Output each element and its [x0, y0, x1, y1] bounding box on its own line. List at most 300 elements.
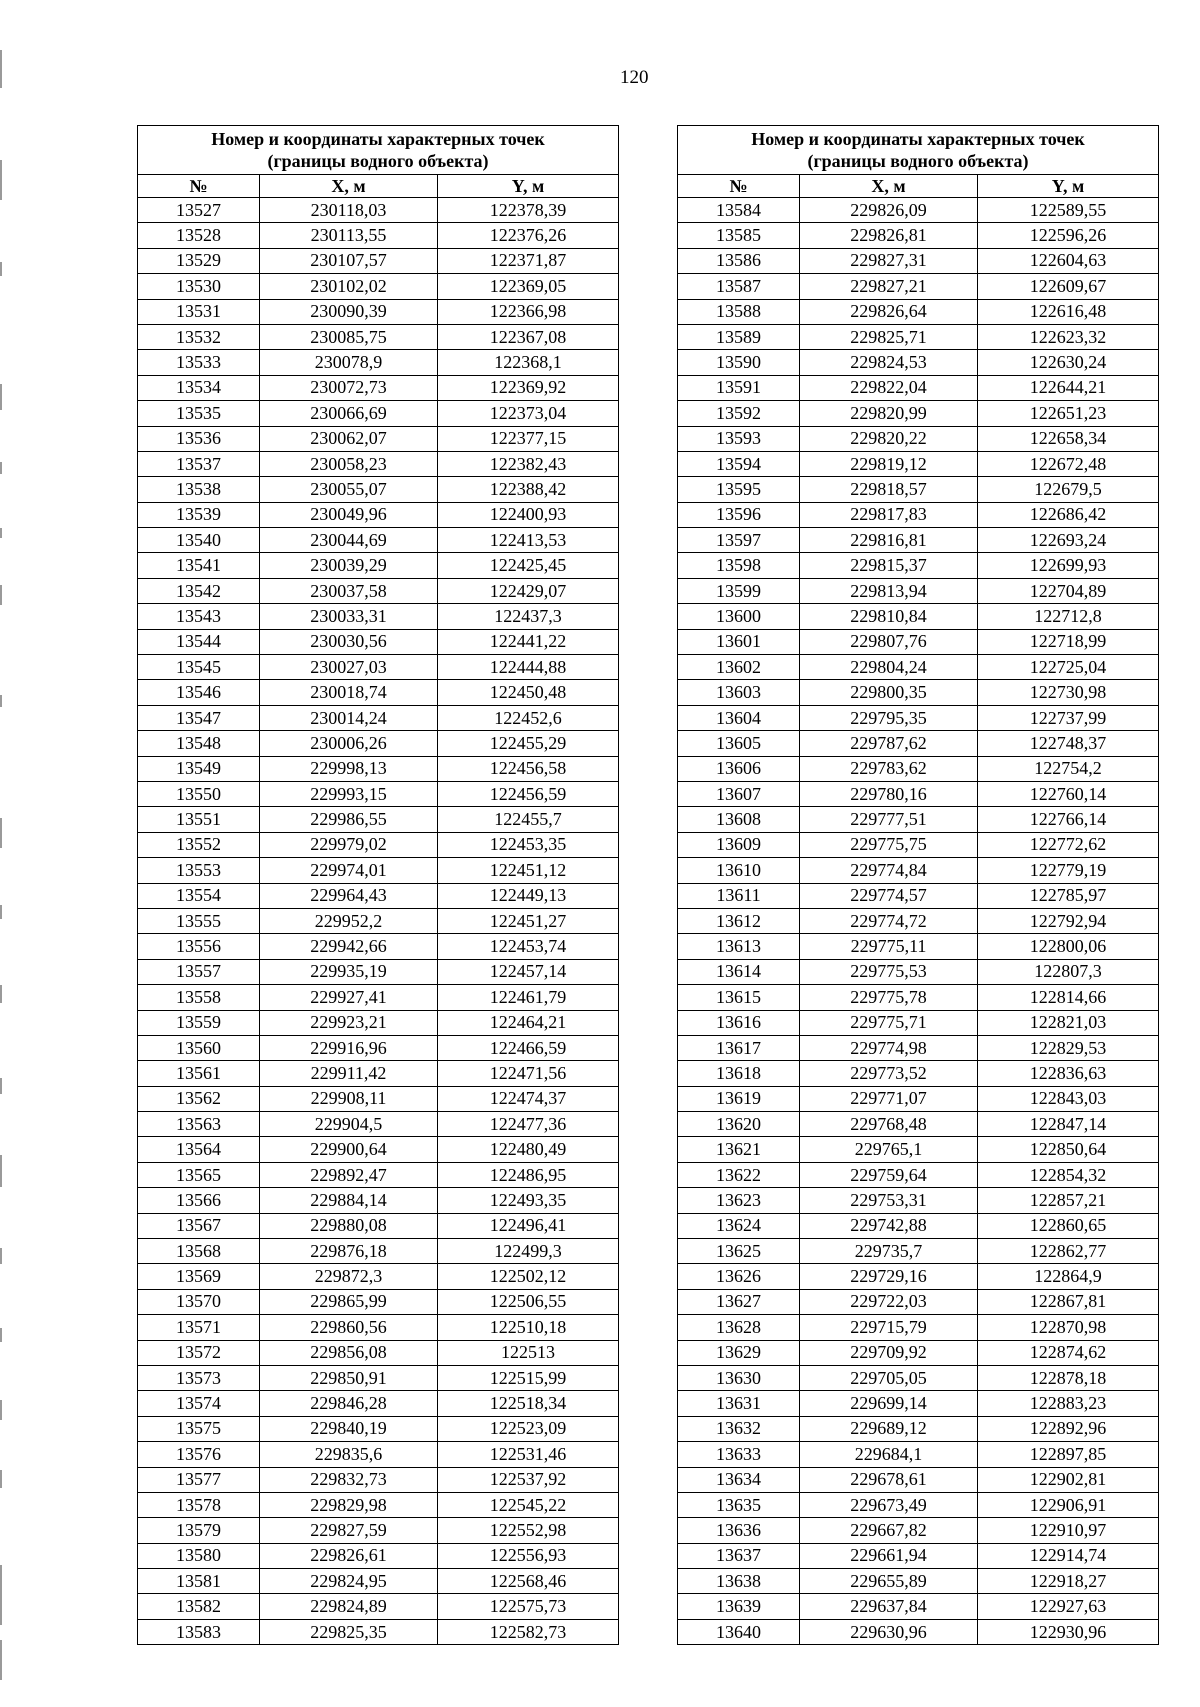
point-number-cell: 13637	[678, 1543, 800, 1568]
point-number-cell: 13578	[138, 1492, 260, 1517]
point-number-cell: 13628	[678, 1315, 800, 1340]
y-coordinate-cell: 122672,48	[978, 451, 1159, 476]
table-row	[138, 1162, 619, 1187]
table-row	[138, 1264, 619, 1289]
point-number-cell: 13566	[138, 1188, 260, 1213]
y-coordinate-cell: 122474,37	[438, 1086, 619, 1111]
table-row	[678, 1162, 1159, 1187]
y-coordinate-cell: 122499,3	[438, 1239, 619, 1264]
point-number-cell: 13570	[138, 1289, 260, 1314]
table-row	[138, 1010, 619, 1035]
point-number-cell: 13591	[678, 375, 800, 400]
table-row	[678, 858, 1159, 883]
table-row	[678, 426, 1159, 451]
table-row	[138, 959, 619, 984]
x-coordinate-cell: 229860,56	[260, 1315, 438, 1340]
y-coordinate-cell: 122704,89	[978, 578, 1159, 603]
x-coordinate-cell: 229815,37	[800, 553, 978, 578]
y-coordinate-cell: 122847,14	[978, 1112, 1159, 1137]
point-number-cell: 13571	[138, 1315, 260, 1340]
table-row	[678, 1492, 1159, 1517]
point-number-cell: 13542	[138, 578, 260, 603]
x-coordinate-cell: 230102,02	[260, 274, 438, 299]
table-row	[678, 1213, 1159, 1238]
y-coordinate-cell: 122506,55	[438, 1289, 619, 1314]
x-coordinate-cell: 229742,88	[800, 1213, 978, 1238]
point-number-cell: 13576	[138, 1442, 260, 1467]
x-coordinate-cell: 229846,28	[260, 1391, 438, 1416]
point-number-cell: 13616	[678, 1010, 800, 1035]
point-number-cell: 13634	[678, 1467, 800, 1492]
table-row	[138, 274, 619, 299]
point-number-cell: 13611	[678, 883, 800, 908]
x-coordinate-cell: 229908,11	[260, 1086, 438, 1111]
x-coordinate-cell: 229979,02	[260, 832, 438, 857]
y-coordinate-cell: 122537,92	[438, 1467, 619, 1492]
y-coordinate-cell: 122883,23	[978, 1391, 1159, 1416]
y-coordinate-cell: 122455,7	[438, 807, 619, 832]
point-number-cell: 13583	[138, 1619, 260, 1644]
x-coordinate-cell: 229800,35	[800, 680, 978, 705]
point-number-cell: 13560	[138, 1035, 260, 1060]
point-number-cell: 13612	[678, 908, 800, 933]
caption-line-1: Номер и координаты характерных точек	[751, 129, 1085, 149]
x-coordinate-cell: 229689,12	[800, 1416, 978, 1441]
point-number-cell: 13631	[678, 1391, 800, 1416]
point-number-cell: 13528	[138, 223, 260, 248]
table-row	[678, 832, 1159, 857]
table-row	[678, 1467, 1159, 1492]
point-number-cell: 13585	[678, 223, 800, 248]
table-row	[138, 934, 619, 959]
x-coordinate-cell: 229735,7	[800, 1239, 978, 1264]
y-coordinate-cell: 122686,42	[978, 502, 1159, 527]
coordinates-table-left	[137, 125, 619, 1645]
point-number-cell: 13563	[138, 1112, 260, 1137]
point-number-cell: 13550	[138, 781, 260, 806]
x-coordinate-cell: 229825,35	[260, 1619, 438, 1644]
x-coordinate-cell: 229787,62	[800, 731, 978, 756]
x-coordinate-cell: 229768,48	[800, 1112, 978, 1137]
table-row	[138, 1467, 619, 1492]
table-row	[138, 1061, 619, 1086]
y-coordinate-cell: 122388,42	[438, 477, 619, 502]
x-coordinate-cell: 230078,9	[260, 350, 438, 375]
table-row	[678, 1289, 1159, 1314]
x-coordinate-cell: 229835,6	[260, 1442, 438, 1467]
table-row	[138, 1188, 619, 1213]
point-number-cell: 13562	[138, 1086, 260, 1111]
y-coordinate-cell: 122623,32	[978, 324, 1159, 349]
point-number-cell: 13622	[678, 1162, 800, 1187]
point-number-cell: 13618	[678, 1061, 800, 1086]
point-number-cell: 13559	[138, 1010, 260, 1035]
x-coordinate-cell: 229829,98	[260, 1492, 438, 1517]
table-row	[138, 731, 619, 756]
table-row	[138, 223, 619, 248]
x-coordinate-cell: 230014,24	[260, 705, 438, 730]
coordinates-table-right	[677, 125, 1159, 1645]
column-header-x: X, м	[800, 175, 978, 198]
x-coordinate-cell: 230066,69	[260, 401, 438, 426]
table-row	[138, 1619, 619, 1644]
x-coordinate-cell: 229942,66	[260, 934, 438, 959]
x-coordinate-cell: 229715,79	[800, 1315, 978, 1340]
x-coordinate-cell: 229817,83	[800, 502, 978, 527]
point-number-cell: 13540	[138, 528, 260, 553]
point-number-cell: 13630	[678, 1365, 800, 1390]
point-number-cell: 13557	[138, 959, 260, 984]
x-coordinate-cell: 229813,94	[800, 578, 978, 603]
x-coordinate-cell: 229993,15	[260, 781, 438, 806]
table-row	[138, 705, 619, 730]
point-number-cell: 13536	[138, 426, 260, 451]
table-row	[678, 324, 1159, 349]
y-coordinate-cell: 122457,14	[438, 959, 619, 984]
point-number-cell: 13572	[138, 1340, 260, 1365]
x-coordinate-cell: 230044,69	[260, 528, 438, 553]
point-number-cell: 13604	[678, 705, 800, 730]
table-row	[678, 1239, 1159, 1264]
x-coordinate-cell: 230006,26	[260, 731, 438, 756]
point-number-cell: 13529	[138, 248, 260, 273]
point-number-cell: 13539	[138, 502, 260, 527]
point-number-cell: 13626	[678, 1264, 800, 1289]
table-row	[678, 629, 1159, 654]
x-coordinate-cell: 229630,96	[800, 1619, 978, 1644]
x-coordinate-cell: 230039,29	[260, 553, 438, 578]
table-row	[138, 477, 619, 502]
table-row	[678, 756, 1159, 781]
table-row	[138, 1416, 619, 1441]
point-number-cell: 13575	[138, 1416, 260, 1441]
y-coordinate-cell: 122413,53	[438, 528, 619, 553]
table-row	[678, 908, 1159, 933]
y-coordinate-cell: 122906,91	[978, 1492, 1159, 1517]
table-row	[678, 1391, 1159, 1416]
table-row	[138, 604, 619, 629]
x-coordinate-cell: 229884,14	[260, 1188, 438, 1213]
y-coordinate-cell: 122502,12	[438, 1264, 619, 1289]
y-coordinate-cell: 122927,63	[978, 1594, 1159, 1619]
point-number-cell: 13535	[138, 401, 260, 426]
point-number-cell: 13544	[138, 629, 260, 654]
table-row	[678, 198, 1159, 223]
point-number-cell: 13633	[678, 1442, 800, 1467]
x-coordinate-cell: 229824,53	[800, 350, 978, 375]
x-coordinate-cell: 229774,84	[800, 858, 978, 883]
table-row	[138, 1086, 619, 1111]
y-coordinate-cell: 122455,29	[438, 731, 619, 756]
y-coordinate-cell: 122730,98	[978, 680, 1159, 705]
point-number-cell: 13534	[138, 375, 260, 400]
x-coordinate-cell: 229916,96	[260, 1035, 438, 1060]
y-coordinate-cell: 122867,81	[978, 1289, 1159, 1314]
y-coordinate-cell: 122556,93	[438, 1543, 619, 1568]
x-coordinate-cell: 230113,55	[260, 223, 438, 248]
x-coordinate-cell: 229774,72	[800, 908, 978, 933]
table-row	[138, 1543, 619, 1568]
point-number-cell: 13636	[678, 1518, 800, 1543]
point-number-cell: 13629	[678, 1340, 800, 1365]
table-row	[678, 350, 1159, 375]
x-coordinate-cell: 229986,55	[260, 807, 438, 832]
x-coordinate-cell: 229911,42	[260, 1061, 438, 1086]
y-coordinate-cell: 122456,59	[438, 781, 619, 806]
x-coordinate-cell: 230055,07	[260, 477, 438, 502]
table-row	[678, 705, 1159, 730]
y-coordinate-cell: 122902,81	[978, 1467, 1159, 1492]
scan-edge-marks	[0, 0, 60, 1707]
point-number-cell: 13555	[138, 908, 260, 933]
y-coordinate-cell: 122779,19	[978, 858, 1159, 883]
point-number-cell: 13564	[138, 1137, 260, 1162]
table-row	[138, 807, 619, 832]
point-number-cell: 13613	[678, 934, 800, 959]
point-number-cell: 13592	[678, 401, 800, 426]
y-coordinate-cell: 122425,45	[438, 553, 619, 578]
x-coordinate-cell: 230030,56	[260, 629, 438, 654]
x-coordinate-cell: 229840,19	[260, 1416, 438, 1441]
table-row	[138, 1035, 619, 1060]
y-coordinate-cell: 122400,93	[438, 502, 619, 527]
point-number-cell: 13588	[678, 299, 800, 324]
point-number-cell: 13589	[678, 324, 800, 349]
table-row	[678, 248, 1159, 273]
y-coordinate-cell: 122466,59	[438, 1035, 619, 1060]
table-row	[138, 553, 619, 578]
y-coordinate-cell: 122718,99	[978, 629, 1159, 654]
y-coordinate-cell: 122545,22	[438, 1492, 619, 1517]
table-row	[678, 1340, 1159, 1365]
y-coordinate-cell: 122772,62	[978, 832, 1159, 857]
point-number-cell: 13558	[138, 985, 260, 1010]
y-coordinate-cell: 122821,03	[978, 1010, 1159, 1035]
y-coordinate-cell: 122444,88	[438, 655, 619, 680]
x-coordinate-cell: 229759,64	[800, 1162, 978, 1187]
table-row	[138, 1442, 619, 1467]
y-coordinate-cell: 122510,18	[438, 1315, 619, 1340]
x-coordinate-cell: 230085,75	[260, 324, 438, 349]
x-coordinate-cell: 229667,82	[800, 1518, 978, 1543]
x-coordinate-cell: 229827,21	[800, 274, 978, 299]
x-coordinate-cell: 230118,03	[260, 198, 438, 223]
x-coordinate-cell: 229637,84	[800, 1594, 978, 1619]
table-row	[678, 477, 1159, 502]
table-row	[138, 451, 619, 476]
y-coordinate-cell: 122552,98	[438, 1518, 619, 1543]
y-coordinate-cell: 122368,1	[438, 350, 619, 375]
y-coordinate-cell: 122609,67	[978, 274, 1159, 299]
x-coordinate-cell: 229824,95	[260, 1569, 438, 1594]
table-row	[678, 934, 1159, 959]
x-coordinate-cell: 229964,43	[260, 883, 438, 908]
y-coordinate-cell: 122860,65	[978, 1213, 1159, 1238]
point-number-cell: 13601	[678, 629, 800, 654]
table-row	[678, 1188, 1159, 1213]
x-coordinate-cell: 230033,31	[260, 604, 438, 629]
point-number-cell: 13599	[678, 578, 800, 603]
table-row	[678, 731, 1159, 756]
table-row	[678, 1442, 1159, 1467]
point-number-cell: 13579	[138, 1518, 260, 1543]
y-coordinate-cell: 122737,99	[978, 705, 1159, 730]
table-row	[138, 832, 619, 857]
point-number-cell: 13614	[678, 959, 800, 984]
x-coordinate-cell: 230062,07	[260, 426, 438, 451]
table-row	[138, 1569, 619, 1594]
point-number-cell: 13561	[138, 1061, 260, 1086]
y-coordinate-cell: 122897,85	[978, 1442, 1159, 1467]
table-row	[138, 528, 619, 553]
point-number-cell: 13546	[138, 680, 260, 705]
x-coordinate-cell: 229824,89	[260, 1594, 438, 1619]
y-coordinate-cell: 122930,96	[978, 1619, 1159, 1644]
point-number-cell: 13595	[678, 477, 800, 502]
point-number-cell: 13537	[138, 451, 260, 476]
y-coordinate-cell: 122450,48	[438, 680, 619, 705]
y-coordinate-cell: 122874,62	[978, 1340, 1159, 1365]
y-coordinate-cell: 122792,94	[978, 908, 1159, 933]
y-coordinate-cell: 122451,27	[438, 908, 619, 933]
point-number-cell: 13581	[138, 1569, 260, 1594]
table-row	[678, 528, 1159, 553]
point-number-cell: 13587	[678, 274, 800, 299]
y-coordinate-cell: 122604,63	[978, 248, 1159, 273]
point-number-cell: 13598	[678, 553, 800, 578]
y-coordinate-cell: 122857,21	[978, 1188, 1159, 1213]
y-coordinate-cell: 122568,46	[438, 1569, 619, 1594]
table-caption	[678, 126, 1159, 175]
point-number-cell: 13545	[138, 655, 260, 680]
y-coordinate-cell: 122369,92	[438, 375, 619, 400]
y-coordinate-cell: 122575,73	[438, 1594, 619, 1619]
x-coordinate-cell: 229729,16	[800, 1264, 978, 1289]
y-coordinate-cell: 122461,79	[438, 985, 619, 1010]
table-row	[138, 375, 619, 400]
x-coordinate-cell: 230037,58	[260, 578, 438, 603]
point-number-cell: 13639	[678, 1594, 800, 1619]
y-coordinate-cell: 122376,26	[438, 223, 619, 248]
table-row	[678, 1619, 1159, 1644]
table-row	[678, 1569, 1159, 1594]
table-row	[678, 223, 1159, 248]
point-number-cell: 13607	[678, 781, 800, 806]
x-coordinate-cell: 229775,11	[800, 934, 978, 959]
column-header-y: Y, м	[978, 175, 1159, 198]
table-row	[138, 1594, 619, 1619]
point-number-cell: 13627	[678, 1289, 800, 1314]
table-row	[138, 1315, 619, 1340]
table-row	[678, 553, 1159, 578]
column-header-x: X, м	[260, 175, 438, 198]
y-coordinate-cell: 122748,37	[978, 731, 1159, 756]
y-coordinate-cell: 122453,35	[438, 832, 619, 857]
x-coordinate-cell: 229952,2	[260, 908, 438, 933]
y-coordinate-cell: 122367,08	[438, 324, 619, 349]
y-coordinate-cell: 122836,63	[978, 1061, 1159, 1086]
table-row	[138, 908, 619, 933]
x-coordinate-cell: 229684,1	[800, 1442, 978, 1467]
table-row	[678, 451, 1159, 476]
y-coordinate-cell: 122464,21	[438, 1010, 619, 1035]
x-coordinate-cell: 229819,12	[800, 451, 978, 476]
x-coordinate-cell: 229826,81	[800, 223, 978, 248]
table-row	[678, 1594, 1159, 1619]
y-coordinate-cell: 122441,22	[438, 629, 619, 654]
x-coordinate-cell: 229771,07	[800, 1086, 978, 1111]
table-row	[678, 274, 1159, 299]
y-coordinate-cell: 122807,3	[978, 959, 1159, 984]
y-coordinate-cell: 122449,13	[438, 883, 619, 908]
x-coordinate-cell: 229661,94	[800, 1543, 978, 1568]
x-coordinate-cell: 229699,14	[800, 1391, 978, 1416]
x-coordinate-cell: 229774,98	[800, 1035, 978, 1060]
x-coordinate-cell: 229974,01	[260, 858, 438, 883]
y-coordinate-cell: 122892,96	[978, 1416, 1159, 1441]
point-number-cell: 13605	[678, 731, 800, 756]
x-coordinate-cell: 229825,71	[800, 324, 978, 349]
y-coordinate-cell: 122712,8	[978, 604, 1159, 629]
y-coordinate-cell: 122800,06	[978, 934, 1159, 959]
point-number-cell: 13586	[678, 248, 800, 273]
point-number-cell: 13574	[138, 1391, 260, 1416]
y-coordinate-cell: 122369,05	[438, 274, 619, 299]
point-number-cell: 13573	[138, 1365, 260, 1390]
point-number-cell: 13569	[138, 1264, 260, 1289]
point-number-cell: 13623	[678, 1188, 800, 1213]
table-row	[138, 1492, 619, 1517]
x-coordinate-cell: 229820,99	[800, 401, 978, 426]
x-coordinate-cell: 229818,57	[800, 477, 978, 502]
x-coordinate-cell: 229816,81	[800, 528, 978, 553]
table-row	[678, 1137, 1159, 1162]
point-number-cell: 13632	[678, 1416, 800, 1441]
y-coordinate-cell: 122679,5	[978, 477, 1159, 502]
x-coordinate-cell: 230049,96	[260, 502, 438, 527]
table-row	[138, 1289, 619, 1314]
x-coordinate-cell: 229850,91	[260, 1365, 438, 1390]
point-number-cell: 13596	[678, 502, 800, 527]
table-row	[678, 1416, 1159, 1441]
y-coordinate-cell: 122486,95	[438, 1162, 619, 1187]
y-coordinate-cell: 122854,32	[978, 1162, 1159, 1187]
table-row	[138, 655, 619, 680]
table-row	[138, 985, 619, 1010]
y-coordinate-cell: 122651,23	[978, 401, 1159, 426]
table-row	[138, 299, 619, 324]
x-coordinate-cell: 229807,76	[800, 629, 978, 654]
y-coordinate-cell: 122452,6	[438, 705, 619, 730]
table-row	[138, 401, 619, 426]
y-coordinate-cell: 122699,93	[978, 553, 1159, 578]
table-row	[678, 401, 1159, 426]
table-row	[138, 248, 619, 273]
point-number-cell: 13531	[138, 299, 260, 324]
point-number-cell: 13580	[138, 1543, 260, 1568]
caption-line-2: (границы водного объекта)	[267, 151, 489, 171]
x-coordinate-cell: 229856,08	[260, 1340, 438, 1365]
point-number-cell: 13606	[678, 756, 800, 781]
y-coordinate-cell: 122766,14	[978, 807, 1159, 832]
y-coordinate-cell: 122616,48	[978, 299, 1159, 324]
page-number: 120	[620, 67, 649, 88]
point-number-cell: 13568	[138, 1239, 260, 1264]
column-header-number: №	[678, 175, 800, 198]
x-coordinate-cell: 229927,41	[260, 985, 438, 1010]
y-coordinate-cell: 122760,14	[978, 781, 1159, 806]
point-number-cell: 13597	[678, 528, 800, 553]
